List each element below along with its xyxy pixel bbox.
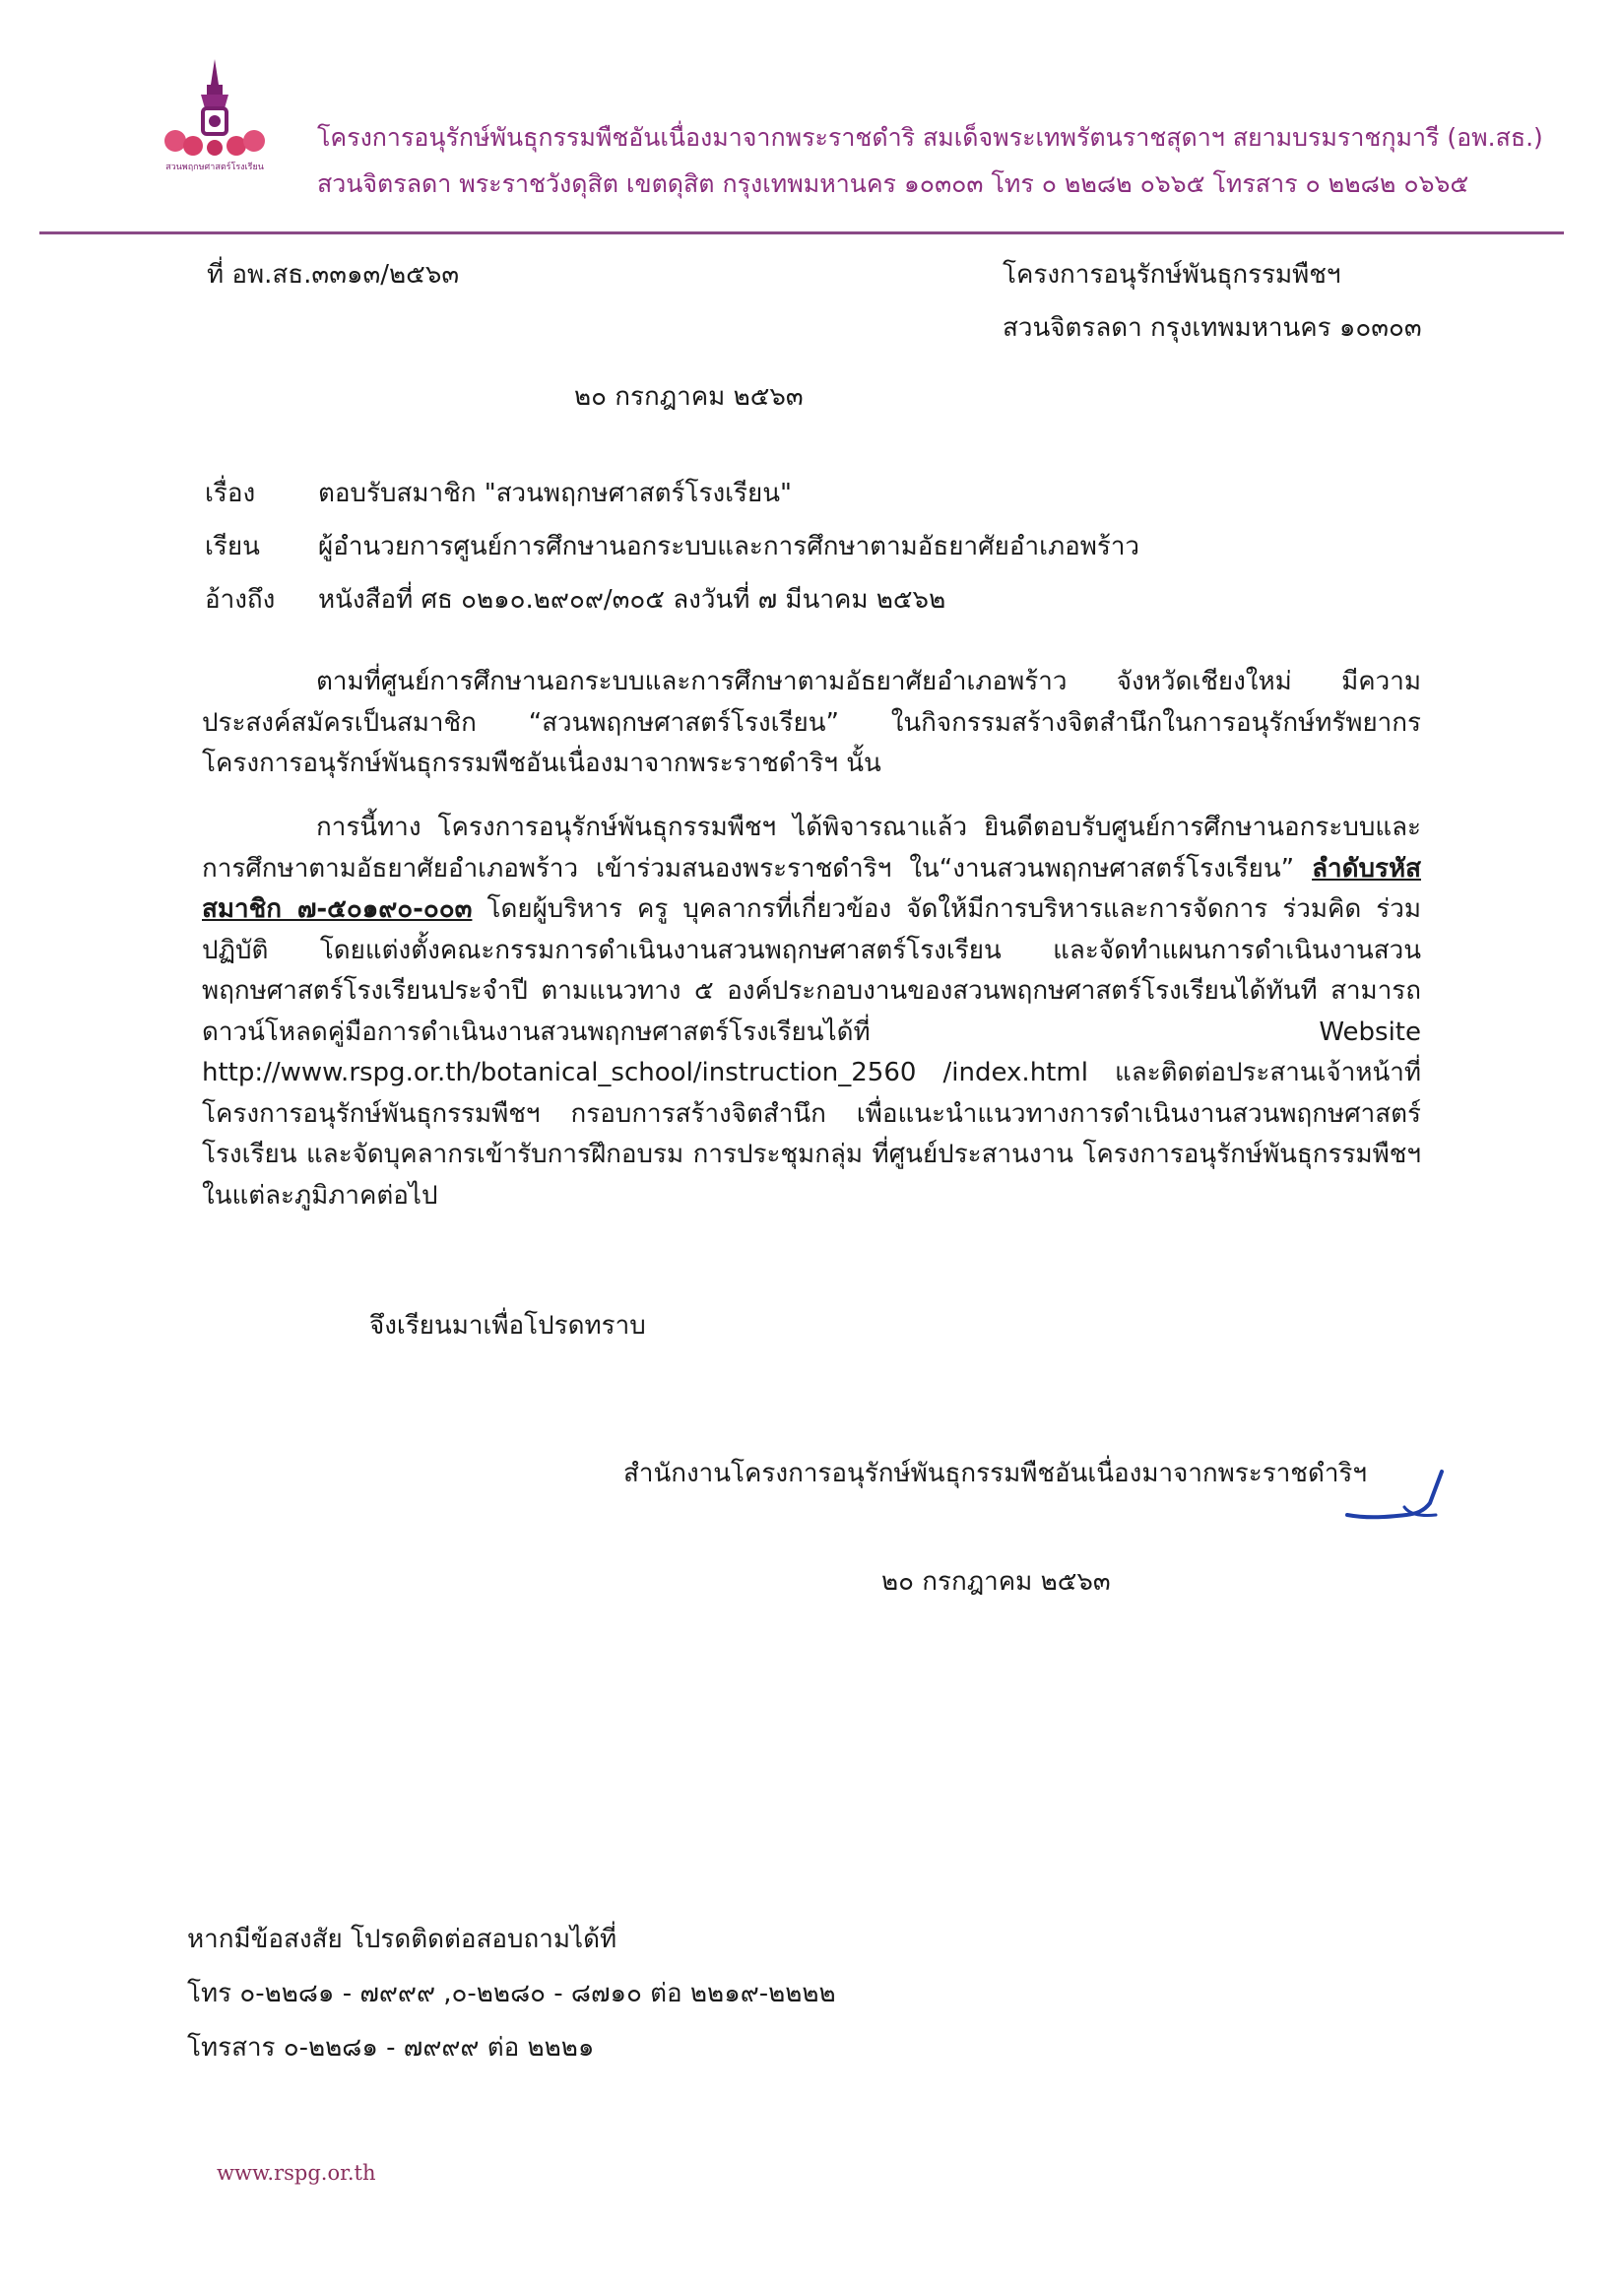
footer-website[interactable]: www.rspg.or.th [217, 2161, 376, 2185]
contact-fax: โทรสาร ๐-๒๒๘๑ - ๗๙๙๙ ต่อ ๒๒๒๑ [187, 2033, 595, 2063]
subject-label: เรื่อง [205, 479, 256, 508]
header-divider [39, 231, 1564, 234]
paragraph-2-rest: โดยผู้บริหาร ครู บุคลากรที่เกี่ยวข้อง จัดให้มีการบริหารและการจัดการ ร่วมคิด ร่วมปฏิบัติ โดยแต่งตั้งคณะกรรมการดำเนินงานสวนพฤกษศาสตร์โรงเรียน และจัดทำแผนการดำเนินงานสวนพฤกษศาสตร์โรงเรียนประจำปี ตามแนวทาง ๕ องค์ประกอบงานของสวนพฤกษศาสตร์โรงเรียนได้ทันที สามารถดาวน์โหลดคู่มือการดำเนินงานสวนพฤกษศาสตร์โรงเรียนได้ที่ Website http://www.rspg.or.th/botanical_school/instruction_2560 /index.html และติดต่อประสานเจ้าหน้าที่ โครงการอนุรักษ์พันธุกรรมพืชฯ กรอบการสร้างจิตสำนึก เพื่อแนะนำแนวทางการดำเนินงานสวนพฤกษศาสตร์โรงเรียน และจัดบุคลากรเข้ารับการฝึกอบรม การประชุมกลุ่ม ที่ศูนย์ประสานงาน โครงการอนุรักษ์พันธุกรรมพืชฯ ในแต่ละภูมิภาคต่อไป [202, 894, 1421, 1211]
logo-caption: สวนพฤกษศาสตร์โรงเรียน [165, 163, 264, 172]
signature-scribble-icon [1339, 1458, 1458, 1527]
paragraph-2-intro: การนี้ทาง โครงการอนุรักษ์พันธุกรรมพืชฯ ได้พิจารณาแล้ว ยินดีตอบรับศูนย์การศึกษานอกระบบและการศึกษาตามอัธยาศัยอำเภอพร้าว เข้าร่วมสนองพระราชดำริฯ ใน“งานสวนพฤกษศาสตร์โรงเรียน” [202, 813, 1421, 884]
subject-row [205, 473, 792, 513]
reference-text: หนังสือที่ ศธ ๐๒๑๐.๒๙๐๙/๓๐๕ ลงวันที่ ๗ มีนาคม ๒๕๖๒ [318, 585, 946, 615]
contact-phone: โทร ๐-๒๒๘๑ - ๗๙๙๙ ,๐-๒๒๘๐ - ๘๗๑๐ ต่อ ๒๒๑๙-๒๒๒๒ [187, 1979, 836, 2008]
signature [1339, 1458, 1458, 1531]
reference-label: อ้างถึง [205, 585, 276, 615]
letterhead-org: โครงการอนุรักษ์พันธุกรรมพืชอันเนื่องมาจากพระราชดำริ สมเด็จพระเทพรัตนราชสุดาฯ สยามบรมราชกุมารี (อพ.สธ.) [317, 123, 1543, 152]
signature-date: ๒๐ กรกฎาคม ๒๕๖๓ [881, 1567, 1111, 1597]
member-code: ลำดับรหัสสมาชิก ๗-๕๐๑๙๐-๐๐๓ [202, 853, 1421, 924]
recipient-row [205, 526, 1139, 566]
letter-date: ๒๐ กรกฎาคม ๒๕๖๓ [574, 382, 804, 412]
reference-row [205, 579, 945, 620]
subject-text: ตอบรับสมาชิก "สวนพฤกษศาสตร์โรงเรียน" [318, 479, 792, 508]
royal-emblem-icon [146, 57, 284, 175]
body-paragraph-1: ตามที่ศูนย์การศึกษานอกระบบและการศึกษาตามอัธยาศัยอำเภอพร้าว จังหวัดเชียงใหม่ มีความประสงค์สมัครเป็นสมาชิก “สวนพฤกษศาสตร์โรงเรียน” ในกิจกรรมสร้างจิตสำนึกในการอนุรักษ์ทรัพยากร โครงการอนุรักษ์พันธุกรรมพืชอันเนื่องมาจากพระราชดำริฯ นั้น [202, 667, 1421, 778]
closing-line: จึงเรียนมาเพื่อโปรดทราบ [369, 1311, 646, 1341]
recipient-label: เรียน [205, 532, 260, 561]
org-logo [146, 57, 284, 175]
recipient-text: ผู้อำนวยการศูนย์การศึกษานอกระบบและการศึกษาตามอัธยาศัยอำเภอพร้าว [318, 532, 1140, 561]
letterhead-address: สวนจิตรลดา พระราชวังดุสิต เขตดุสิต กรุงเทพมหานคร ๑๐๓๐๓ โทร ๐ ๒๒๘๒ ๐๖๖๕ โทรสาร ๐ ๒๒๘๒ ๐๖๖๕ [317, 169, 1469, 198]
body-paragraph-2 [202, 808, 1421, 1216]
signatory-org: สำนักงานโครงการอนุรักษ์พันธุกรรมพืชอันเนื่องมาจากพระราชดำริฯ [623, 1459, 1367, 1488]
contact-intro: หากมีข้อสงสัย โปรดติดต่อสอบถามได้ที่ [187, 1925, 617, 1954]
sender-org: โครงการอนุรักษ์พันธุกรรมพืชฯ [1003, 260, 1341, 290]
sender-address: สวนจิตรลดา กรุงเทพมหานคร ๑๐๓๐๓ [1003, 313, 1422, 343]
reference-number: ที่ อพ.สธ.๓๓๑๓/๒๕๖๓ [207, 260, 460, 290]
